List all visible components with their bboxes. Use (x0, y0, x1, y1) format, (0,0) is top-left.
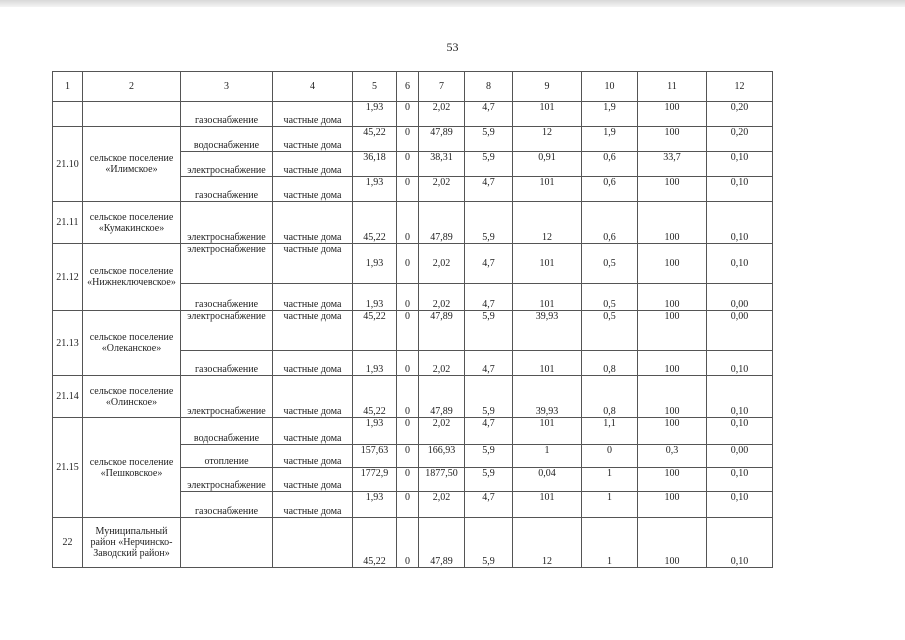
service-type: отопление (181, 445, 273, 468)
service-type: электроснабжение (181, 376, 273, 418)
value-col-5: 1,93 (353, 351, 397, 376)
value-col-12: 0,10 (707, 177, 773, 202)
value-col-7: 166,93 (419, 445, 465, 468)
value-col-12: 0,10 (707, 202, 773, 244)
value-col-8: 4,7 (465, 284, 513, 311)
value-col-9: 101 (513, 418, 582, 445)
value-col-11: 100 (638, 418, 707, 445)
value-col-6: 0 (397, 468, 419, 492)
housing-type: частные дома (273, 468, 353, 492)
value-col-5: 45,22 (353, 202, 397, 244)
value-col-9: 12 (513, 202, 582, 244)
settlement-name: сельское поселение «Пешковское» (83, 418, 181, 518)
value-col-10: 0 (582, 445, 638, 468)
settlement-name: сельское поселение «Нижнеключевское» (83, 244, 181, 311)
value-col-6: 0 (397, 202, 419, 244)
data-table (52, 71, 773, 568)
housing-type: частные дома (273, 376, 353, 418)
value-col-7: 2,02 (419, 492, 465, 518)
value-col-6: 0 (397, 351, 419, 376)
value-col-7: 2,02 (419, 418, 465, 445)
value-col-6: 0 (397, 177, 419, 202)
value-col-5: 45,22 (353, 518, 397, 568)
value-col-10: 1 (582, 492, 638, 518)
table-row (53, 244, 773, 284)
value-col-12: 0,10 (707, 468, 773, 492)
value-col-11: 0,3 (638, 445, 707, 468)
housing-type: частные дома (273, 152, 353, 177)
value-col-11: 100 (638, 202, 707, 244)
value-col-6: 0 (397, 102, 419, 127)
value-col-12: 0,10 (707, 492, 773, 518)
value-col-8: 5,9 (465, 127, 513, 152)
value-col-11: 100 (638, 284, 707, 311)
value-col-12: 0,10 (707, 518, 773, 568)
value-col-8: 4,7 (465, 492, 513, 518)
service-type: электроснабжение (181, 468, 273, 492)
value-col-8: 5,9 (465, 202, 513, 244)
header-cell: 12 (707, 72, 773, 102)
value-col-10: 1 (582, 518, 638, 568)
housing-type: частные дома (273, 177, 353, 202)
value-col-5: 45,22 (353, 311, 397, 351)
header-cell: 1 (53, 72, 83, 102)
value-col-8: 5,9 (465, 468, 513, 492)
header-cell: 9 (513, 72, 582, 102)
housing-type: частные дома (273, 284, 353, 311)
housing-type: частные дома (273, 127, 353, 152)
value-col-8: 5,9 (465, 376, 513, 418)
scan-edge (0, 0, 905, 7)
table-row (53, 311, 773, 351)
value-col-12: 0,10 (707, 244, 773, 284)
value-col-10: 0,5 (582, 244, 638, 284)
row-number: 21.12 (53, 244, 83, 311)
value-col-6: 0 (397, 284, 419, 311)
value-col-12: 0,10 (707, 376, 773, 418)
value-col-9: 101 (513, 177, 582, 202)
housing-type (273, 518, 353, 568)
header-cell: 5 (353, 72, 397, 102)
value-col-6: 0 (397, 418, 419, 445)
value-col-9: 0,91 (513, 152, 582, 177)
value-col-9: 101 (513, 102, 582, 127)
value-col-5: 36,18 (353, 152, 397, 177)
value-col-10: 0,8 (582, 376, 638, 418)
value-col-11: 33,7 (638, 152, 707, 177)
value-col-10: 1 (582, 468, 638, 492)
value-col-10: 1,9 (582, 127, 638, 152)
value-col-9: 39,93 (513, 311, 582, 351)
settlement-name: сельское поселение «Олеканское» (83, 311, 181, 376)
value-col-8: 5,9 (465, 152, 513, 177)
value-col-12: 0,10 (707, 152, 773, 177)
value-col-12: 0,10 (707, 418, 773, 445)
service-type: электроснабжение (181, 311, 273, 351)
value-col-6: 0 (397, 244, 419, 284)
table-row (53, 518, 773, 568)
value-col-6: 0 (397, 311, 419, 351)
header-cell: 3 (181, 72, 273, 102)
header-cell: 8 (465, 72, 513, 102)
value-col-5: 1,93 (353, 102, 397, 127)
housing-type: частные дома (273, 244, 353, 284)
row-number (53, 102, 83, 127)
value-col-5: 1,93 (353, 177, 397, 202)
service-type: водоснабжение (181, 418, 273, 445)
value-col-11: 100 (638, 376, 707, 418)
page-number: 53 (446, 40, 459, 54)
value-col-10: 0,6 (582, 202, 638, 244)
value-col-5: 157,63 (353, 445, 397, 468)
value-col-11: 100 (638, 244, 707, 284)
value-col-11: 100 (638, 492, 707, 518)
table-row (53, 418, 773, 445)
header-cell: 10 (582, 72, 638, 102)
value-col-7: 2,02 (419, 284, 465, 311)
value-col-7: 47,89 (419, 202, 465, 244)
value-col-12: 0,00 (707, 445, 773, 468)
housing-type: частные дома (273, 445, 353, 468)
value-col-12: 0,20 (707, 102, 773, 127)
value-col-5: 1772,9 (353, 468, 397, 492)
value-col-6: 0 (397, 518, 419, 568)
service-type: газоснабжение (181, 351, 273, 376)
value-col-9: 101 (513, 244, 582, 284)
value-col-9: 39,93 (513, 376, 582, 418)
value-col-7: 2,02 (419, 244, 465, 284)
value-col-10: 1,1 (582, 418, 638, 445)
service-type: газоснабжение (181, 177, 273, 202)
value-col-7: 2,02 (419, 102, 465, 127)
settlement-name: Муниципальный район «Нерчинско-Заводский район» (83, 518, 181, 568)
value-col-9: 101 (513, 284, 582, 311)
housing-type: частные дома (273, 202, 353, 244)
value-col-8: 4,7 (465, 351, 513, 376)
settlement-name (83, 102, 181, 127)
service-type: газоснабжение (181, 102, 273, 127)
value-col-6: 0 (397, 127, 419, 152)
value-col-12: 0,10 (707, 351, 773, 376)
value-col-5: 45,22 (353, 376, 397, 418)
value-col-7: 47,89 (419, 376, 465, 418)
value-col-10: 0,6 (582, 152, 638, 177)
header-cell: 2 (83, 72, 181, 102)
value-col-10: 0,8 (582, 351, 638, 376)
value-col-8: 5,9 (465, 518, 513, 568)
housing-type: частные дома (273, 418, 353, 445)
table-header-row (53, 72, 773, 102)
value-col-6: 0 (397, 152, 419, 177)
row-number: 21.10 (53, 127, 83, 202)
housing-type: частные дома (273, 351, 353, 376)
service-type (181, 518, 273, 568)
header-cell: 11 (638, 72, 707, 102)
value-col-7: 47,89 (419, 518, 465, 568)
housing-type: частные дома (273, 492, 353, 518)
value-col-8: 4,7 (465, 102, 513, 127)
housing-type: частные дома (273, 102, 353, 127)
value-col-7: 2,02 (419, 351, 465, 376)
value-col-12: 0,20 (707, 127, 773, 152)
value-col-12: 0,00 (707, 311, 773, 351)
value-col-5: 1,93 (353, 284, 397, 311)
value-col-10: 0,5 (582, 311, 638, 351)
value-col-11: 100 (638, 177, 707, 202)
value-col-12: 0,00 (707, 284, 773, 311)
service-type: электроснабжение (181, 152, 273, 177)
value-col-9: 101 (513, 492, 582, 518)
value-col-5: 1,93 (353, 492, 397, 518)
service-type: водоснабжение (181, 127, 273, 152)
row-number: 22 (53, 518, 83, 568)
value-col-10: 1,9 (582, 102, 638, 127)
value-col-5: 45,22 (353, 127, 397, 152)
housing-type: частные дома (273, 311, 353, 351)
row-number: 21.14 (53, 376, 83, 418)
value-col-5: 1,93 (353, 418, 397, 445)
service-type: электроснабжение (181, 244, 273, 284)
value-col-8: 5,9 (465, 311, 513, 351)
value-col-10: 0,6 (582, 177, 638, 202)
value-col-6: 0 (397, 492, 419, 518)
value-col-6: 0 (397, 445, 419, 468)
header-cell: 7 (419, 72, 465, 102)
value-col-9: 101 (513, 351, 582, 376)
table-row (53, 127, 773, 152)
value-col-11: 100 (638, 518, 707, 568)
table-row (53, 376, 773, 418)
value-col-9: 12 (513, 518, 582, 568)
value-col-9: 12 (513, 127, 582, 152)
value-col-8: 4,7 (465, 244, 513, 284)
value-col-11: 100 (638, 351, 707, 376)
table-row (53, 102, 773, 127)
value-col-7: 47,89 (419, 127, 465, 152)
settlement-name: сельское поселение «Кумакинское» (83, 202, 181, 244)
value-col-11: 100 (638, 311, 707, 351)
value-col-11: 100 (638, 468, 707, 492)
service-type: электроснабжение (181, 202, 273, 244)
value-col-11: 100 (638, 102, 707, 127)
service-type: газоснабжение (181, 284, 273, 311)
value-col-8: 4,7 (465, 418, 513, 445)
header-cell: 6 (397, 72, 419, 102)
value-col-7: 47,89 (419, 311, 465, 351)
value-col-5: 1,93 (353, 244, 397, 284)
settlement-name: сельское поселение «Илимское» (83, 127, 181, 202)
value-col-7: 1877,50 (419, 468, 465, 492)
value-col-8: 5,9 (465, 445, 513, 468)
header-cell: 4 (273, 72, 353, 102)
value-col-7: 2,02 (419, 177, 465, 202)
table-row (53, 202, 773, 244)
value-col-8: 4,7 (465, 177, 513, 202)
service-type: газоснабжение (181, 492, 273, 518)
row-number: 21.15 (53, 418, 83, 518)
value-col-6: 0 (397, 376, 419, 418)
value-col-10: 0,5 (582, 284, 638, 311)
value-col-9: 1 (513, 445, 582, 468)
row-number: 21.13 (53, 311, 83, 376)
settlement-name: сельское поселение «Олинское» (83, 376, 181, 418)
value-col-9: 0,04 (513, 468, 582, 492)
row-number: 21.11 (53, 202, 83, 244)
value-col-7: 38,31 (419, 152, 465, 177)
value-col-11: 100 (638, 127, 707, 152)
